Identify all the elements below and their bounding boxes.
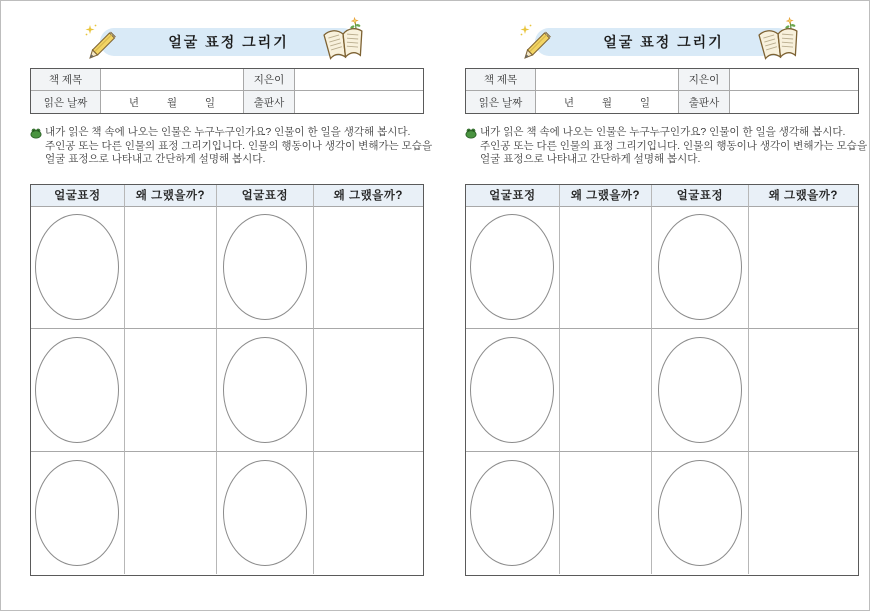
reason-cell[interactable] xyxy=(749,329,858,452)
instruction-line: 내가 읽은 책 속에 나오는 인물은 누구누구인가요? 인물이 한 일을 생각해 봅시다. xyxy=(45,126,411,138)
title-banner xyxy=(535,28,792,56)
reason-header: 왜 그랬을까? xyxy=(749,185,858,207)
instruction-text xyxy=(480,126,867,167)
year-label: 년 xyxy=(563,96,575,109)
publisher-field[interactable] xyxy=(730,91,858,113)
face-oval[interactable] xyxy=(470,337,554,443)
title-banner-row xyxy=(100,28,357,56)
face-cell[interactable] xyxy=(466,207,560,330)
reason-cell[interactable] xyxy=(749,207,858,330)
face-oval[interactable] xyxy=(470,460,554,566)
frog-icon xyxy=(30,126,45,167)
month-label: 월 xyxy=(166,96,178,109)
face-cell[interactable] xyxy=(652,207,748,330)
face-cell[interactable] xyxy=(31,452,125,575)
book-title-label: 책 제목 xyxy=(466,69,536,91)
pencil-icon xyxy=(84,23,118,61)
publisher-label: 출판사 xyxy=(244,91,295,113)
reason-cell[interactable] xyxy=(560,452,653,575)
face-oval[interactable] xyxy=(470,214,554,320)
reason-cell[interactable] xyxy=(314,329,423,452)
instructions xyxy=(465,126,868,167)
month-label: 월 xyxy=(601,96,613,109)
reason-cell[interactable] xyxy=(314,207,423,330)
worksheet-page xyxy=(465,1,868,610)
face-oval[interactable] xyxy=(35,214,119,320)
face-oval[interactable] xyxy=(223,214,307,320)
author-label: 지은이 xyxy=(244,69,295,91)
date-label: 읽은 날짜 xyxy=(31,91,101,113)
publisher-field[interactable] xyxy=(295,91,423,113)
day-label: 일 xyxy=(639,96,651,109)
instruction-line: 내가 읽은 책 속에 나오는 인물은 누구누구인가요? 인물이 한 일을 생각해 봅시다. xyxy=(480,126,846,138)
face-cell[interactable] xyxy=(217,207,313,330)
instruction-line: 얼굴 표정으로 나타내고 간단하게 설명해 봅시다. xyxy=(45,153,266,165)
instruction-line: 얼굴 표정으로 나타내고 간단하게 설명해 봅시다. xyxy=(480,153,701,165)
book-title-label: 책 제목 xyxy=(31,69,101,91)
reason-header: 왜 그랬을까? xyxy=(560,185,653,207)
instruction-line: 주인공 또는 다른 인물의 표정 그리기입니다. 인물의 행동이나 생각이 변해가는 모습을 xyxy=(45,139,433,152)
reason-cell[interactable] xyxy=(560,329,653,452)
page-title: 얼굴 표정 그리기 xyxy=(168,34,289,50)
book-info-table xyxy=(465,68,859,114)
face-header: 얼굴표정 xyxy=(217,185,313,207)
reason-header: 왜 그랬을까? xyxy=(314,185,423,207)
face-oval[interactable] xyxy=(658,460,742,566)
worksheet-page xyxy=(30,1,433,610)
title-banner xyxy=(100,28,357,56)
face-cell[interactable] xyxy=(31,329,125,452)
reason-cell[interactable] xyxy=(560,207,653,330)
year-label: 년 xyxy=(128,96,140,109)
face-cell[interactable] xyxy=(652,452,748,575)
face-header: 얼굴표정 xyxy=(652,185,748,207)
reason-cell[interactable] xyxy=(125,329,218,452)
date-field[interactable] xyxy=(536,91,679,113)
day-label: 일 xyxy=(204,96,216,109)
reason-cell[interactable] xyxy=(125,452,218,575)
instructions xyxy=(30,126,433,167)
reason-header: 왜 그랬을까? xyxy=(125,185,218,207)
face-cell[interactable] xyxy=(466,329,560,452)
face-oval[interactable] xyxy=(223,460,307,566)
face-oval[interactable] xyxy=(658,337,742,443)
face-oval[interactable] xyxy=(35,460,119,566)
title-banner-row xyxy=(535,28,792,56)
date-label: 읽은 날짜 xyxy=(466,91,536,113)
instruction-text xyxy=(45,126,432,167)
book-info-table xyxy=(30,68,424,114)
pencil-icon xyxy=(519,23,553,61)
reason-cell[interactable] xyxy=(314,452,423,575)
publisher-label: 출판사 xyxy=(679,91,730,113)
expression-grid xyxy=(30,184,424,576)
expression-grid xyxy=(465,184,859,576)
author-field[interactable] xyxy=(295,69,423,91)
frog-icon xyxy=(465,126,480,167)
face-cell[interactable] xyxy=(31,207,125,330)
face-header: 얼굴표정 xyxy=(466,185,560,207)
open-book-icon xyxy=(756,17,802,64)
open-book-icon xyxy=(321,17,367,64)
instruction-line: 주인공 또는 다른 인물의 표정 그리기입니다. 인물의 행동이나 생각이 변해가는 모습을 xyxy=(480,139,868,152)
author-label: 지은이 xyxy=(679,69,730,91)
face-cell[interactable] xyxy=(466,452,560,575)
reason-cell[interactable] xyxy=(125,207,218,330)
face-cell[interactable] xyxy=(652,329,748,452)
face-oval[interactable] xyxy=(658,214,742,320)
face-cell[interactable] xyxy=(217,329,313,452)
book-title-field[interactable] xyxy=(101,69,244,91)
face-oval[interactable] xyxy=(223,337,307,443)
reason-cell[interactable] xyxy=(749,452,858,575)
face-header: 얼굴표정 xyxy=(31,185,125,207)
date-field[interactable] xyxy=(101,91,244,113)
book-title-field[interactable] xyxy=(536,69,679,91)
face-cell[interactable] xyxy=(217,452,313,575)
page-title: 얼굴 표정 그리기 xyxy=(603,34,724,50)
author-field[interactable] xyxy=(730,69,858,91)
face-oval[interactable] xyxy=(35,337,119,443)
